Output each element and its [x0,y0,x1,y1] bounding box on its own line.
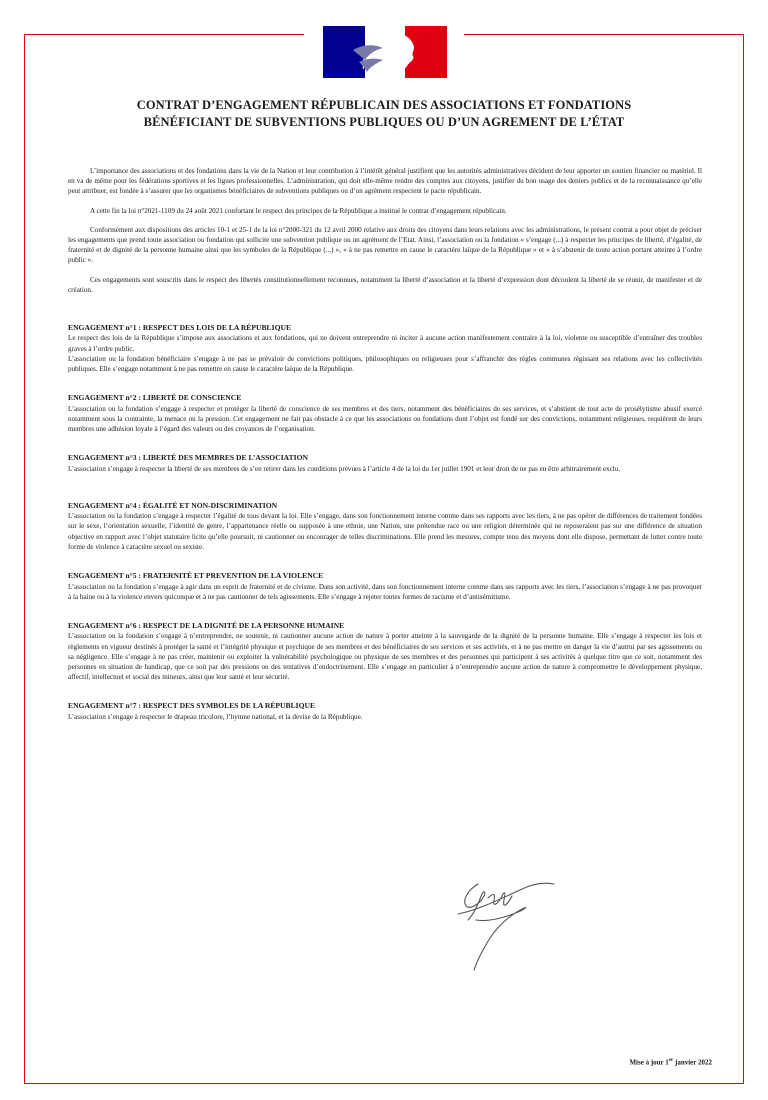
engagement-heading: ENGAGEMENT n°6 : RESPECT DE LA DIGNITÉ DE LA PERSONNE HUMAINE [68,620,345,630]
engagement-text: L’association s’engage à respecter le drapeau tricolore, l’hymne national, et la devise de la République. [68,712,363,721]
update-date [629,1058,712,1066]
engagement-heading: ENGAGEMENT n°7 : RESPECT DES SYMBOLES DE LA RÉPUBLIQUE [68,701,316,711]
engagement-text: Le respect des lois de la République s’impose aux associations et aux fondations, qui ne doivent entreprendre ni inciter à aucune action manifestement contraire à la loi, violente ou susceptible d’entraîner des troubles graves à l’ordre public. [68,334,702,353]
intro-paragraph: Conformément aux dispositions des articles 10-1 et 25-1 de la loi n°2000-321 du 12 avril 2000 relative aux droits des citoyens dans leurs relations avec les administrations, le présent contrat a pour objet de préciser les engagements que prend toute association ou fondation qui sollicite une subvention publique ou un agrément de l’Etat. Ainsi, l’association ou la fondation « s’engage (...) à respecter les principes de liberté, d’égalité, de fraternité et de dignité de la personne humaine ainsi que les symboles de la République (...) », « à ne pas remettre en cause le caractère laïque de la République » et « à s’abstenir de toute action portant atteinte à l’ordre public ». [68,225,702,265]
engagement-1 [68,323,702,374]
engagement-heading: ENGAGEMENT n°4 : ÉGALITÉ ET NON-DISCRIMINATION [68,500,278,510]
intro-paragraph: L’importance des associations et des fondations dans la vie de la Nation et leur contribution à l’intérêt général justifient que les autorités administratives décident de leur apporter un soutien financier ou matériel. Il en va de même pour les fédérations sportives et les ligues professionnelles. L’administration, qui doit elle-même rendre des comptes aux citoyens, justifier du bon usage des deniers publics et de la reconnaissance qu’elle peut attribuer, est fondée à s’assurer que les organismes bénéficiaires de subventions publiques ou d’un agrément respectent le pacte républicain. [68,167,702,196]
intro-paragraph: A cette fin la loi n°2021-1109 du 24 août 2021 confortant le respect des principes de la République a institué le contrat d’engagement républicain. [90,206,507,215]
engagement-text: L’association ou la fondation s’engage à n’entreprendre, ne soutenir, ni cautionner aucune action de nature à porter atteinte à la sauvegarde de la dignité de la personne humaine. Elle s’engage à respecter les lois et règlements en vigueur destinés à protéger la santé et l’intégrité physique et psychique de ses membres et des bénéficiaires de ses services et ses activités, et à ne pas mettre en danger la vie d’autrui par ses agissements ou sa négligence. Elle s’engage à ne pas créer, maintenir ou exploiter la vulnérabilité psychologique ou physique de ses membres et des personnes qui participent à ses activités à quelque titre que ce soit, notamment des personnes en situation de handicap, que ce soit par des pressions ou des tentatives d’endoctrinement. Elle s’engage en particulier à n’entreprendre aucune action de nature à compromettre le développement physique, affectif, intellectuel et social des mineurs, ainsi que leur santé et leur sécurité. [68,632,702,682]
update-date-suffix: janvier 2022 [673,1058,712,1067]
document-title [70,97,698,131]
engagement-text: L’association ou la fondation s’engage à agir dans un esprit de fraternité et de civisme. Dans son activité, dans son fonctionnement interne comme dans ses rapports avec les tiers, l’association s’engage à ne pas provoquer à la haine ou à la violence envers quiconque et à ne pas cautionner de tels agissements. Elle s’engage à rejeter toutes formes de racisme et d’antisémitisme. [68,582,702,601]
engagement-heading: ENGAGEMENT n°2 : LIBERTÉ DE CONSCIENCE [68,393,242,403]
update-date-prefix: Mise à jour 1 [629,1058,669,1067]
engagement-2 [68,393,702,434]
engagement-5 [68,571,702,602]
title-line-2: BÉNÉFICIANT DE SUBVENTIONS PUBLIQUES OU D’UN AGREMENT DE L’ÉTAT [143,115,625,129]
update-date-sup: er [668,1058,674,1063]
engagement-text: L’association ou la fondation s’engage à respecter et protéger la liberté de conscience de ses membres et des tiers, notamment des bénéficiaires de ses services, et s’abstient de tout acte de prosélytisme abusif exercé notamment sous la contrainte, la menace ou la pression. Cet engagement ne fait pas obstacle à ce que les associations ou fondations dont l’objet est fondé sur des convictions, notamment religieuses, requièrent de leurs membres une adhésion loyale à l’égard des valeurs ou des croyances de l’organisation. [68,404,702,434]
engagement-4 [68,501,702,552]
engagement-heading: ENGAGEMENT n°3 : LIBERTÉ DES MEMBRES DE L’ASSOCIATION [68,453,308,463]
marianne-logo [323,26,447,78]
engagement-heading: ENGAGEMENT n°5 : FRATERNITÉ ET PREVENTION DE LA VIOLENCE [68,571,324,581]
engagement-heading: ENGAGEMENT n°1 : RESPECT DES LOIS DE LA RÉPUBLIQUE [68,323,292,333]
engagement-3 [68,453,702,474]
engagement-text: L’association ou la fondation bénéficiaire s’engage à ne pas se prévaloir de convictions politiques, philosophiques ou religieuses pour s’affranchir des règles communes régissant ses relations avec les collectivités publiques. Elle s’engage notamment à ne pas remettre en cause le caractère laïque de la République. [68,354,702,374]
engagement-7 [68,701,702,722]
intro-paragraph: Ces engagements sont souscrits dans le respect des libertés constitutionnellement reconnues, notamment la liberté d’association et la liberté d’expression dont découlent la liberté de se réunir, de manifester et de création. [68,275,702,294]
engagement-6 [68,621,702,682]
document-body [68,166,702,741]
handwritten-signature [448,870,560,972]
engagement-text: L’association s’engage à respecter la liberté de ses membres de s’en retirer dans les conditions prévues à l’article 4 de la loi du 1er juillet 1901 et leur droit de ne pas en être arbitrairement exclu. [68,464,621,473]
engagement-text: L’association ou la fondation s’engage à respecter l’égalité de tous devant la loi. Elle s’engage, dans son fonctionnement interne comme dans ses rapports avec les tiers, à ne pas opérer de différences de traitement fondées sur le sexe, l’orientation sexuelle, l’identité de genre, l’appartenance réelle ou supposée à une ethnie, une Nation, une prétendue race ou une religion déterminée qui ne reposeraient pas sur une différence de situation objective en rapport avec l’objet statutaire licite qu’elle poursuit, ni cautionner ou encourager de telles discriminations. Elle prend les mesures, compte tenu des moyens dont elle dispose, permettant de lutter contre toute forme de violence à caractère sexuel ou sexiste. [68,512,702,551]
title-line-1: CONTRAT D’ENGAGEMENT RÉPUBLICAIN DES ASSOCIATIONS ET FONDATIONS [136,98,632,112]
